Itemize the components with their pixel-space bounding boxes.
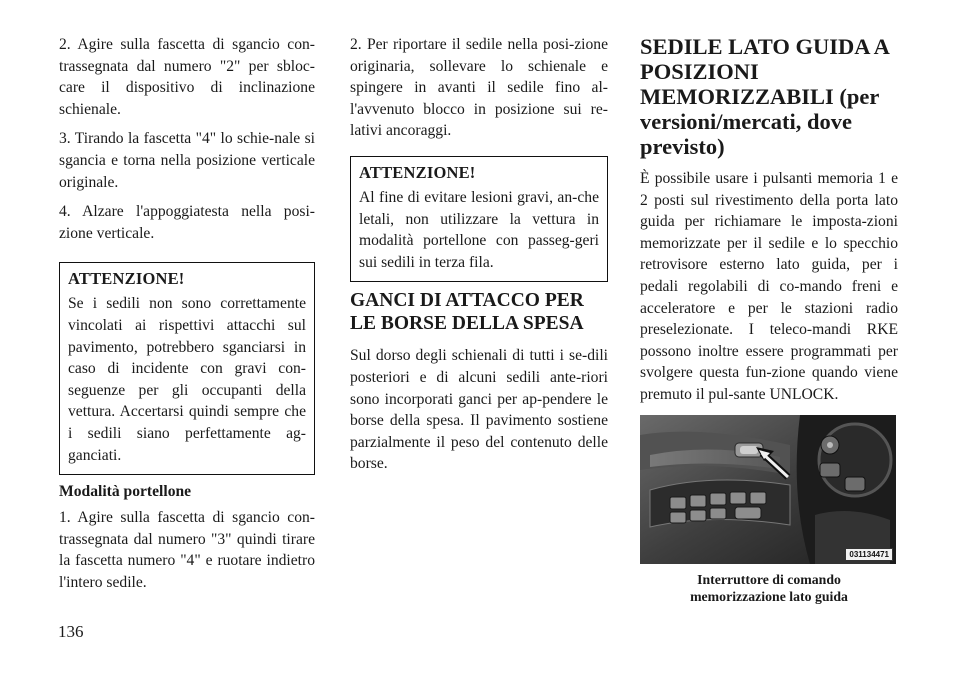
caption-line-2: memorizzazione lato guida (690, 588, 848, 604)
door-panel-illustration (640, 415, 896, 564)
step-2-paragraph: 2. Agire sulla fascetta di sgancio con-trassegnata dal numero "2" per sbloc-care il dispositivo di inclinazione schienale. (59, 36, 315, 118)
memory-seat-paragraph: È possibile usare i pulsanti memoria 1 e 2 posti sul rivestimento della porta lato guida per richiamare le imposta-zioni memorizzate per il sedile e lo specchio retrovisore esterno lato guida, per i pedali regolabili di co-mando freni e acceleratore e per le stazioni radio preselezionate. I teleco-mandi RKE possono inoltre essere programmati per svolgere questa fun-zione quando viene premuto il pul-sante UNLOCK. (640, 170, 898, 403)
warning-box (59, 262, 315, 475)
caption-line-1: Interruttore di comando (697, 571, 841, 587)
hooks-paragraph: Sul dorso degli schienali di tutti i se-dili posteriori e di alcuni sedili ante-riori sono incorporati ganci per ap-pendere le borse della spesa. Il pavimento sostiene parzialmente il peso del contenuto delle borse. (350, 347, 608, 473)
subheading-portellone: Modalità portellone (59, 483, 192, 501)
section-heading-memory-seat: SEDILE LATO GUIDA A POSIZIONI MEMORIZZABILI (per versioni/mercati, dove previsto) (640, 34, 889, 159)
page-number: 136 (58, 622, 84, 641)
photo-caption (640, 571, 898, 605)
section-heading-hooks: GANCI DI ATTACCO PER LE BORSE DELLA SPESA (350, 290, 584, 334)
column-right (640, 34, 898, 605)
warning-text: Al fine di evitare lesioni gravi, an-che letali, non utilizzare la vettura in modalità portellone con passeg-geri sui sedili in terza fila. (359, 188, 599, 271)
photo-reference-code: 031134471 (845, 548, 893, 561)
return-seat-paragraph: 2. Per riportare il sedile nella posi-zione originaria, sollevare lo schienale e spingere in avanti il sedile fino al-l'avvenuto blocco in posizione sui re-lativi ancoraggi. (350, 36, 608, 140)
warning-box-tailgate (350, 156, 608, 282)
door-memory-switch-photo (640, 415, 896, 564)
warning-text: Se i sedili non sono correttamente vincolati ai rispettivi attacchi sul pavimento, potrebbero sganciarsi in caso di incidente con gravi con-seguenze per gli occupanti della vettura. Accertarsi quindi sempre che i sedili siano perfettamente ag-ganciati. (68, 295, 306, 464)
portellone-step-1-paragraph: 1. Agire sulla fascetta di sgancio con-trassegnata dal numero "3" quindi tirare la fascetta numero "4" e ruotare indietro l'intero sedile. (59, 509, 315, 591)
warning-title: ATTENZIONE! (359, 162, 476, 182)
warning-title: ATTENZIONE! (68, 269, 185, 289)
step-3-paragraph: 3. Tirando la fascetta "4" lo schie-nale si sgancia e torna nella posizione verticale originale. (59, 130, 315, 191)
column-left (59, 34, 315, 601)
step-4-paragraph: 4. Alzare l'appoggiatesta nella posi-zione verticale. (59, 203, 315, 242)
column-middle (350, 34, 608, 483)
